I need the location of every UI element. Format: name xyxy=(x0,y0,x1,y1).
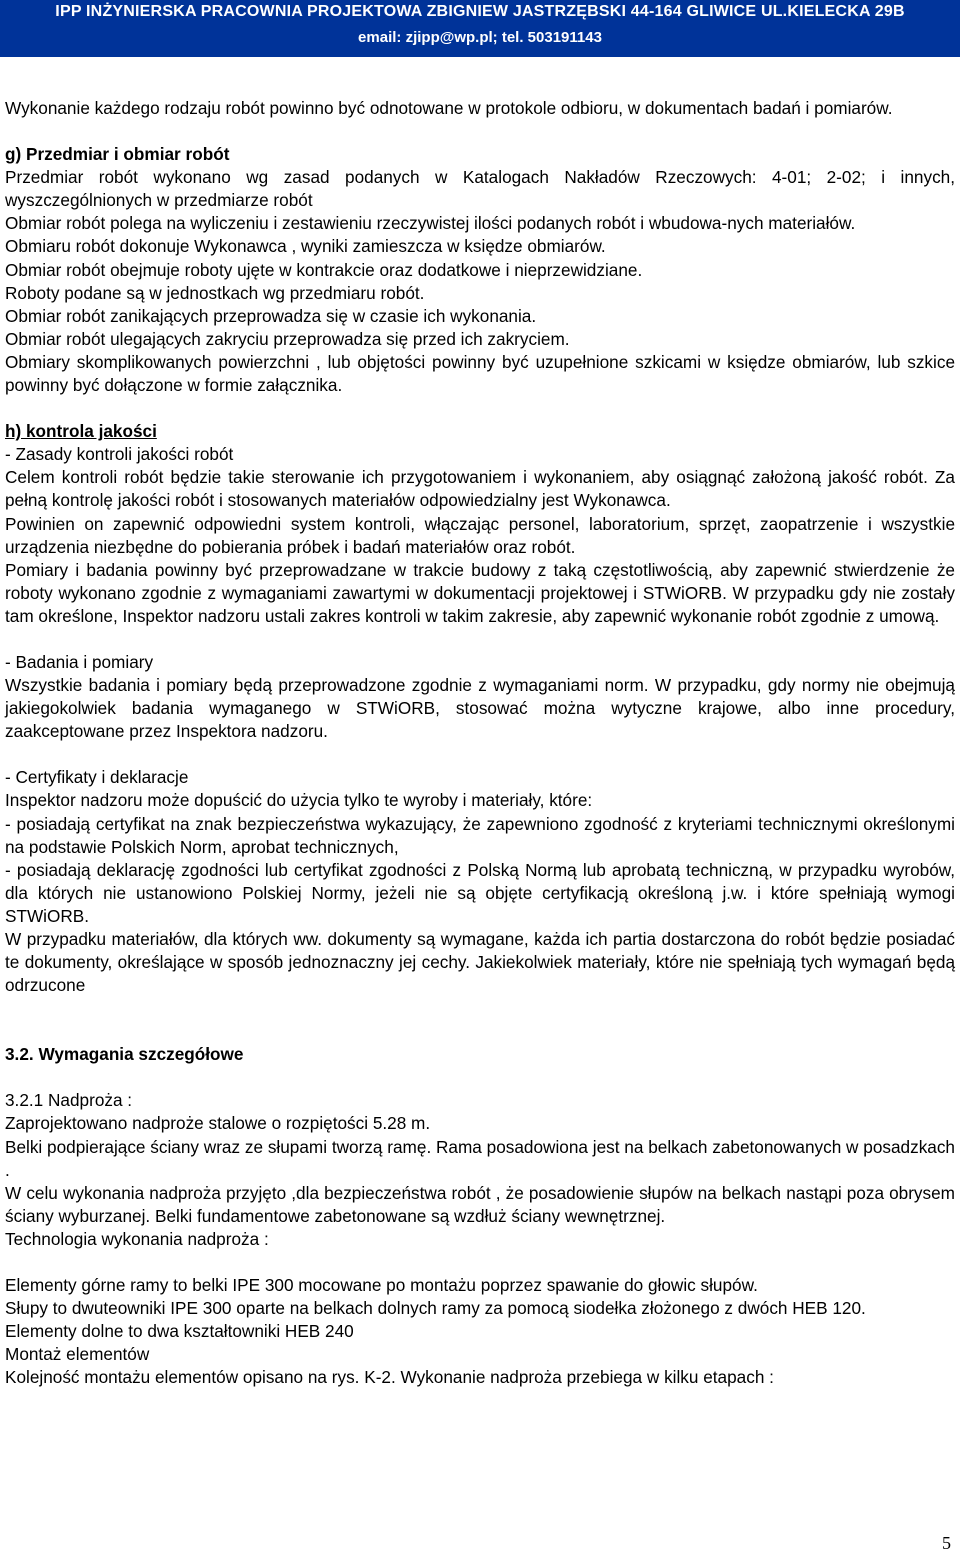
section-heading-3-2: 3.2. Wymagania szczegółowe xyxy=(5,1044,244,1065)
paragraph: Obmiar robót polega na wyliczeniu i zestawieniu rzeczywistej ilości podanych robót i wbudowa-nych materiałów. xyxy=(5,213,856,234)
paragraph: Obmiar robót obejmuje roboty ujęte w kontrakcie oraz dodatkowe i nieprzewidziane. xyxy=(5,259,643,280)
paragraph: Elementy górne ramy to belki IPE 300 mocowane po montażu poprzez spawanie do głowic słupów. xyxy=(5,1275,758,1296)
paragraph: Wykonanie każdego rodzaju robót powinno być odnotowane w protokole odbioru, w dokumentach badań i pomiarów. xyxy=(5,98,893,118)
document-header xyxy=(0,0,960,57)
paragraph: Inspektor nadzoru może dopuścić do użycia tylko te wyroby i materiały, które: xyxy=(5,790,593,811)
paragraph: Przedmiar robót wykonano wg zasad podanych w Katalogach Nakładów Rzeczowych: 4-01; 2-02; i innych, wyszczególnionych w przedmiarze robót xyxy=(5,167,955,211)
document-body xyxy=(5,97,955,1390)
paragraph: W celu wykonania nadproża przyjęto ,dla bezpieczeństwa robót , że posadowienie słupów na belkach nastąpi poza obrysem ściany wyburzanej. Belki fundamentowe zabetonowane są wzdłuż ściany wewnętrznej. xyxy=(5,1182,955,1226)
paragraph: Montaż elementów xyxy=(5,1344,150,1365)
subheading: - Zasady kontroli jakości robót xyxy=(5,444,234,465)
paragraph: Kolejność montażu elementów opisano na rys. K-2. Wykonanie nadproża przebiega w kilku etapach : xyxy=(5,1367,774,1388)
paragraph: Roboty podane są w jednostkach wg przedmiaru robót. xyxy=(5,282,425,303)
paragraph: Pomiary i badania powinny być przeprowadzane w trakcie budowy z taką częstotliwością, aby zapewnić stwierdzenie że roboty wykonano zgodnie z wymaganiami zawartymi w dokumentacji projektowej i STWiORB. W przypadku gdy nie zostały tam określone, Inspektor nadzoru ustali zakres kontroli w takim zakresie, aby zapewnić wykonanie robót zgodnie z umową. xyxy=(5,559,955,626)
subheading: - Badania i pomiary xyxy=(5,651,154,672)
paragraph: - posiadają certyfikat na znak bezpieczeństwa wykazujący, że zapewniono zgodność z kryteriami technicznymi określonymi na podstawie Polskich Norm, aprobat technicznych, xyxy=(5,813,955,857)
paragraph: Obmiar robót ulegających zakryciu przeprowadza się przed ich zakryciem. xyxy=(5,328,570,349)
section-heading-g: g) Przedmiar i obmiar robót xyxy=(5,144,230,165)
paragraph: Belki podpierające ściany wraz ze słupami tworzą ramę. Rama posadowiona jest na belkach zabetonowanych w posadzkach . xyxy=(5,1136,955,1180)
paragraph: Obmiary skomplikowanych powierzchni , lub objętości powinny być uzupełnione szkicami w księdze obmiarów, lub szkice powinny być dołączone w formie załącznika. xyxy=(5,351,955,396)
header-company-line: IPP INŻYNIERSKA PRACOWNIA PROJEKTOWA ZBIGNIEW JASTRZĘBSKI 44-164 GLIWICE UL.KIELECKA 29B xyxy=(55,3,905,20)
header-contact-line: email: zjipp@wp.pl; tel. 503191143 xyxy=(358,29,602,46)
subsection-heading-3-2-1: 3.2.1 Nadproża : xyxy=(5,1090,133,1111)
paragraph: Wszystkie badania i pomiary będą przeprowadzone zgodnie z wymaganiami norm. W przypadku, gdy normy nie obejmują jakiegokolwiek badania wymaganego w STWiORB, stosować można wytyczne krajowe, albo inne procedury, zaakceptowane przez Inspektora nadzoru. xyxy=(5,675,955,742)
paragraph: Powinien on zapewnić odpowiedni system kontroli, włączając personel, laboratorium, sprzęt, zaopatrzenie i wszystkie urządzenia niezbędne do pobierania próbek i badań materiałów oraz robót. xyxy=(5,513,955,557)
subheading: - Certyfikaty i deklaracje xyxy=(5,767,189,788)
paragraph: Technologia wykonania nadproża : xyxy=(5,1228,269,1249)
paragraph: Celem kontroli robót będzie takie sterowanie ich przygotowaniem i wykonaniem, aby osiągnąć założoną jakość robót. Za pełną kontrolę jakości robót i stosowanych materiałów odpowiedzialny jest Wykonawca. xyxy=(5,467,955,511)
page-number: 5 xyxy=(942,1533,951,1553)
paragraph: Zaprojektowano nadproże stalowe o rozpiętości 5.28 m. xyxy=(5,1113,431,1134)
section-heading-h: h) kontrola jakości xyxy=(5,421,157,442)
paragraph: Słupy to dwuteowniki IPE 300 oparte na belkach dolnych ramy za pomocą siodełka złożonego z dwóch HEB 120. xyxy=(5,1298,866,1319)
paragraph: Obmiar robót zanikających przeprowadza się w czasie ich wykonania. xyxy=(5,305,537,326)
paragraph: - posiadają deklarację zgodności lub certyfikat zgodności z Polską Normą lub aprobatą techniczną, w przypadku wyrobów, dla których nie ustanowiono Polskiej Normy, jeżeli nie są objęte certyfikacją określoną j.w. i które spełniają wymogi STWiORB. xyxy=(5,859,955,926)
paragraph: Elementy dolne to dwa kształtowniki HEB 240 xyxy=(5,1321,354,1342)
paragraph: Obmiaru robót dokonuje Wykonawca , wyniki zamieszcza w księdze obmiarów. xyxy=(5,236,606,257)
paragraph: W przypadku materiałów, dla których ww. dokumenty są wymagane, każda ich partia dostarczona do robót będzie posiadać te dokumenty, określające w sposób jednoznaczny jej cechy. Jakiekolwiek materiały, które nie spełniają tych wymagań będą odrzucone xyxy=(5,929,955,996)
